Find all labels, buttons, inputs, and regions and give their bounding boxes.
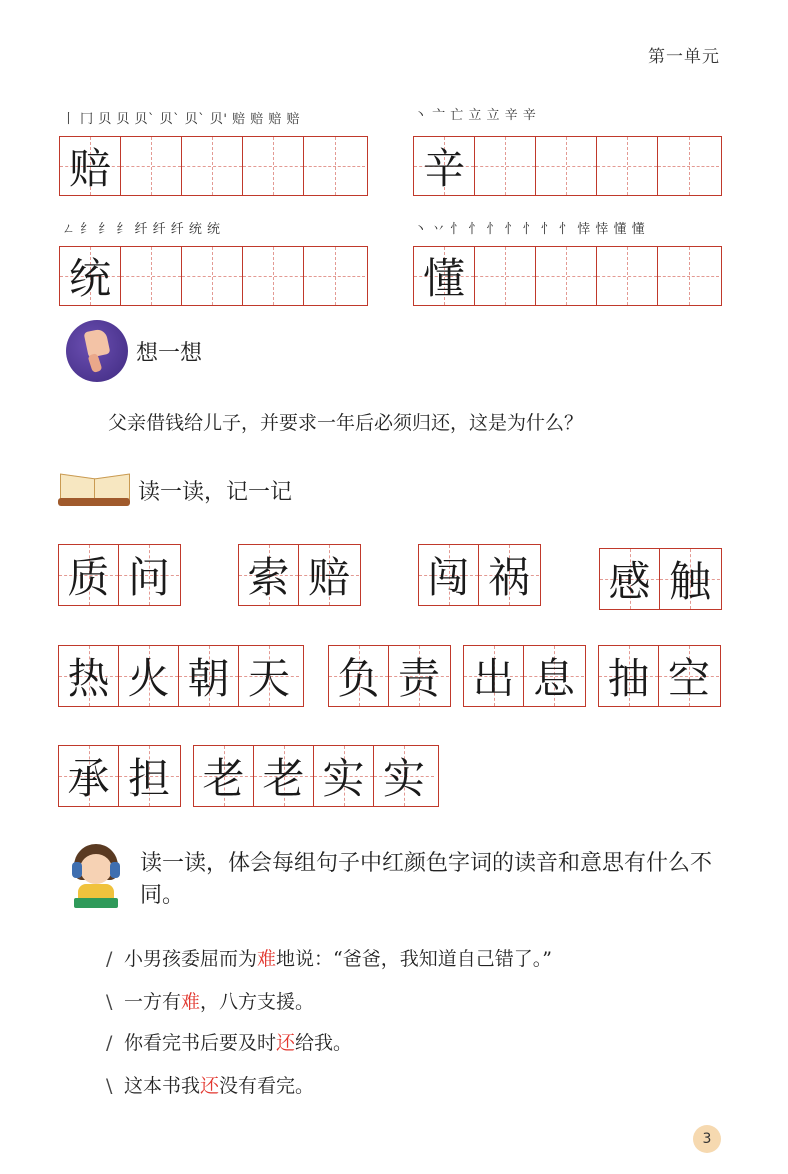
word-char: 索: [247, 553, 290, 602]
word-cell: [479, 545, 539, 605]
word-cell: [59, 746, 119, 806]
grid-cell-model: [60, 247, 121, 305]
word-cell: [389, 646, 449, 706]
grid-cell-blank[interactable]: [243, 247, 304, 305]
stroke-order-pei: 丨 冂 贝 贝 贝` 贝` 贝` 贝' 赔 赔 赔 赔: [62, 112, 301, 127]
tone-mark: /: [106, 948, 113, 970]
unit-header: 第一单元: [648, 47, 720, 67]
grid-cell-blank[interactable]: [597, 247, 658, 305]
word-cell: [374, 746, 434, 806]
sentence-text: 一方有: [124, 991, 182, 1013]
grid-cell-blank[interactable]: [121, 137, 182, 195]
word-cell: [179, 646, 239, 706]
compare-instruction: 读一读，体会每组句子中红颜色字词的读音和意思有什么不同。: [140, 851, 713, 908]
word-char: 触: [668, 557, 711, 606]
word-cell: [59, 646, 119, 706]
word-char: 出: [472, 654, 515, 703]
word-char: 抽: [607, 654, 650, 703]
word-char: 闯: [427, 553, 470, 602]
grid-cell-blank[interactable]: [536, 247, 597, 305]
open-book-icon: [58, 470, 130, 510]
sentence-text: 你看完书后要及时: [124, 1032, 277, 1054]
sentence-text: 没有看完。: [219, 1075, 315, 1097]
think-section-header: [66, 320, 202, 382]
word-cell: [329, 646, 389, 706]
word-box-ganchu: [599, 548, 722, 610]
tone-mark: \: [106, 1075, 113, 1097]
highlight-word: 还: [200, 1075, 220, 1097]
page-number: 3: [693, 1125, 721, 1153]
grid-cell-blank[interactable]: [475, 137, 536, 195]
sentence-text: 这本书我: [124, 1075, 201, 1097]
grid-cell-blank[interactable]: [536, 137, 597, 195]
read-title: 读一读，记一记: [138, 479, 293, 505]
sentence-3: [106, 1028, 352, 1055]
thinking-hand-icon: [66, 320, 128, 382]
word-char: 空: [667, 654, 710, 703]
word-char: 负: [337, 654, 380, 703]
grid-cell-blank[interactable]: [182, 137, 243, 195]
word-box-chuanghuo: [418, 544, 541, 606]
word-char: 天: [247, 654, 290, 703]
word-cell: [419, 545, 479, 605]
word-char: 实: [322, 754, 365, 803]
word-char: 赔: [307, 553, 350, 602]
grid-cell-blank[interactable]: [597, 137, 658, 195]
word-cell: [299, 545, 359, 605]
grid-cell-blank[interactable]: [121, 247, 182, 305]
highlight-word: 难: [181, 991, 201, 1013]
grid-cell-blank[interactable]: [182, 247, 243, 305]
tone-mark: \: [106, 991, 113, 1013]
word-char: 祸: [487, 553, 530, 602]
word-cell: [659, 646, 719, 706]
word-char: 感: [608, 557, 651, 606]
word-cell: [660, 549, 720, 609]
sentence-1: [106, 944, 552, 971]
think-question: 父亲借钱给儿子，并要求一年后必须归还，这是为什么？: [108, 412, 584, 434]
stroke-order-xin: 丶 亠 亡 立 立 辛 辛: [414, 108, 537, 123]
sentence-text: 地说：“爸爸，我知道自己错了。”: [276, 948, 552, 970]
grid-cell-blank[interactable]: [243, 137, 304, 195]
grid-cell-blank[interactable]: [658, 137, 719, 195]
word-cell: [524, 646, 584, 706]
word-cell: [464, 646, 524, 706]
word-char: 实: [382, 754, 425, 803]
word-cell: [194, 746, 254, 806]
model-char: 统: [68, 254, 111, 303]
word-char: 火: [127, 654, 170, 703]
word-char: 老: [262, 754, 305, 803]
model-char: 辛: [422, 144, 465, 193]
grid-cell-model: [414, 247, 475, 305]
writing-grid-xin: [413, 136, 722, 196]
word-cell: [119, 646, 179, 706]
word-char: 质: [67, 553, 110, 602]
word-box-zhiwen: [58, 544, 181, 606]
word-box-fuze: [328, 645, 451, 707]
word-cell: [119, 545, 179, 605]
word-cell: [599, 646, 659, 706]
word-char: 朝: [187, 654, 230, 703]
grid-cell-blank[interactable]: [475, 247, 536, 305]
reading-kid-icon: [60, 840, 132, 912]
word-char: 担: [127, 754, 170, 803]
word-char: 责: [397, 654, 440, 703]
highlight-word: 难: [257, 948, 277, 970]
word-char: 热: [67, 654, 110, 703]
sentence-4: [106, 1071, 314, 1098]
writing-grid-dong: [413, 246, 722, 306]
word-char: 承: [67, 754, 110, 803]
word-box-choukong: [598, 645, 721, 707]
word-box-chuxi: [463, 645, 586, 707]
writing-grid-tong: [59, 246, 368, 306]
grid-cell-blank[interactable]: [658, 247, 719, 305]
tone-mark: /: [106, 1032, 113, 1054]
writing-grid-pei: [59, 136, 368, 196]
word-char: 老: [202, 754, 245, 803]
word-cell: [600, 549, 660, 609]
grid-cell-blank[interactable]: [304, 137, 365, 195]
word-cell: [119, 746, 179, 806]
word-cell: [239, 646, 299, 706]
word-box-suopei: [238, 544, 361, 606]
read-section-header: [58, 470, 292, 510]
model-char: 赔: [68, 144, 111, 193]
stroke-order-dong: 丶 丷 忄 忄 忄 忄 忄 忄 忄 悻 悻 懂 懂: [414, 222, 646, 237]
stroke-order-tong: ㄥ 纟 纟 纟 纤 纤 纤 统 统: [62, 222, 221, 237]
sentence-text: 给我。: [295, 1032, 353, 1054]
word-char: 问: [127, 553, 170, 602]
word-cell: [59, 545, 119, 605]
word-box-chengdan: [58, 745, 181, 807]
think-title: 想一想: [136, 340, 203, 366]
word-cell: [254, 746, 314, 806]
word-cell: [314, 746, 374, 806]
word-box-rehuochaotian: [58, 645, 304, 707]
grid-cell-blank[interactable]: [304, 247, 365, 305]
word-char: 息: [532, 654, 575, 703]
sentence-text: ，八方支援。: [200, 991, 315, 1013]
sentence-text: 小男孩委屈而为: [124, 948, 258, 970]
grid-cell-model: [60, 137, 121, 195]
model-char: 懂: [422, 254, 465, 303]
sentence-2: [106, 987, 314, 1014]
word-box-laolaoshishi: [193, 745, 439, 807]
grid-cell-model: [414, 137, 475, 195]
word-cell: [239, 545, 299, 605]
highlight-word: 还: [276, 1032, 296, 1054]
